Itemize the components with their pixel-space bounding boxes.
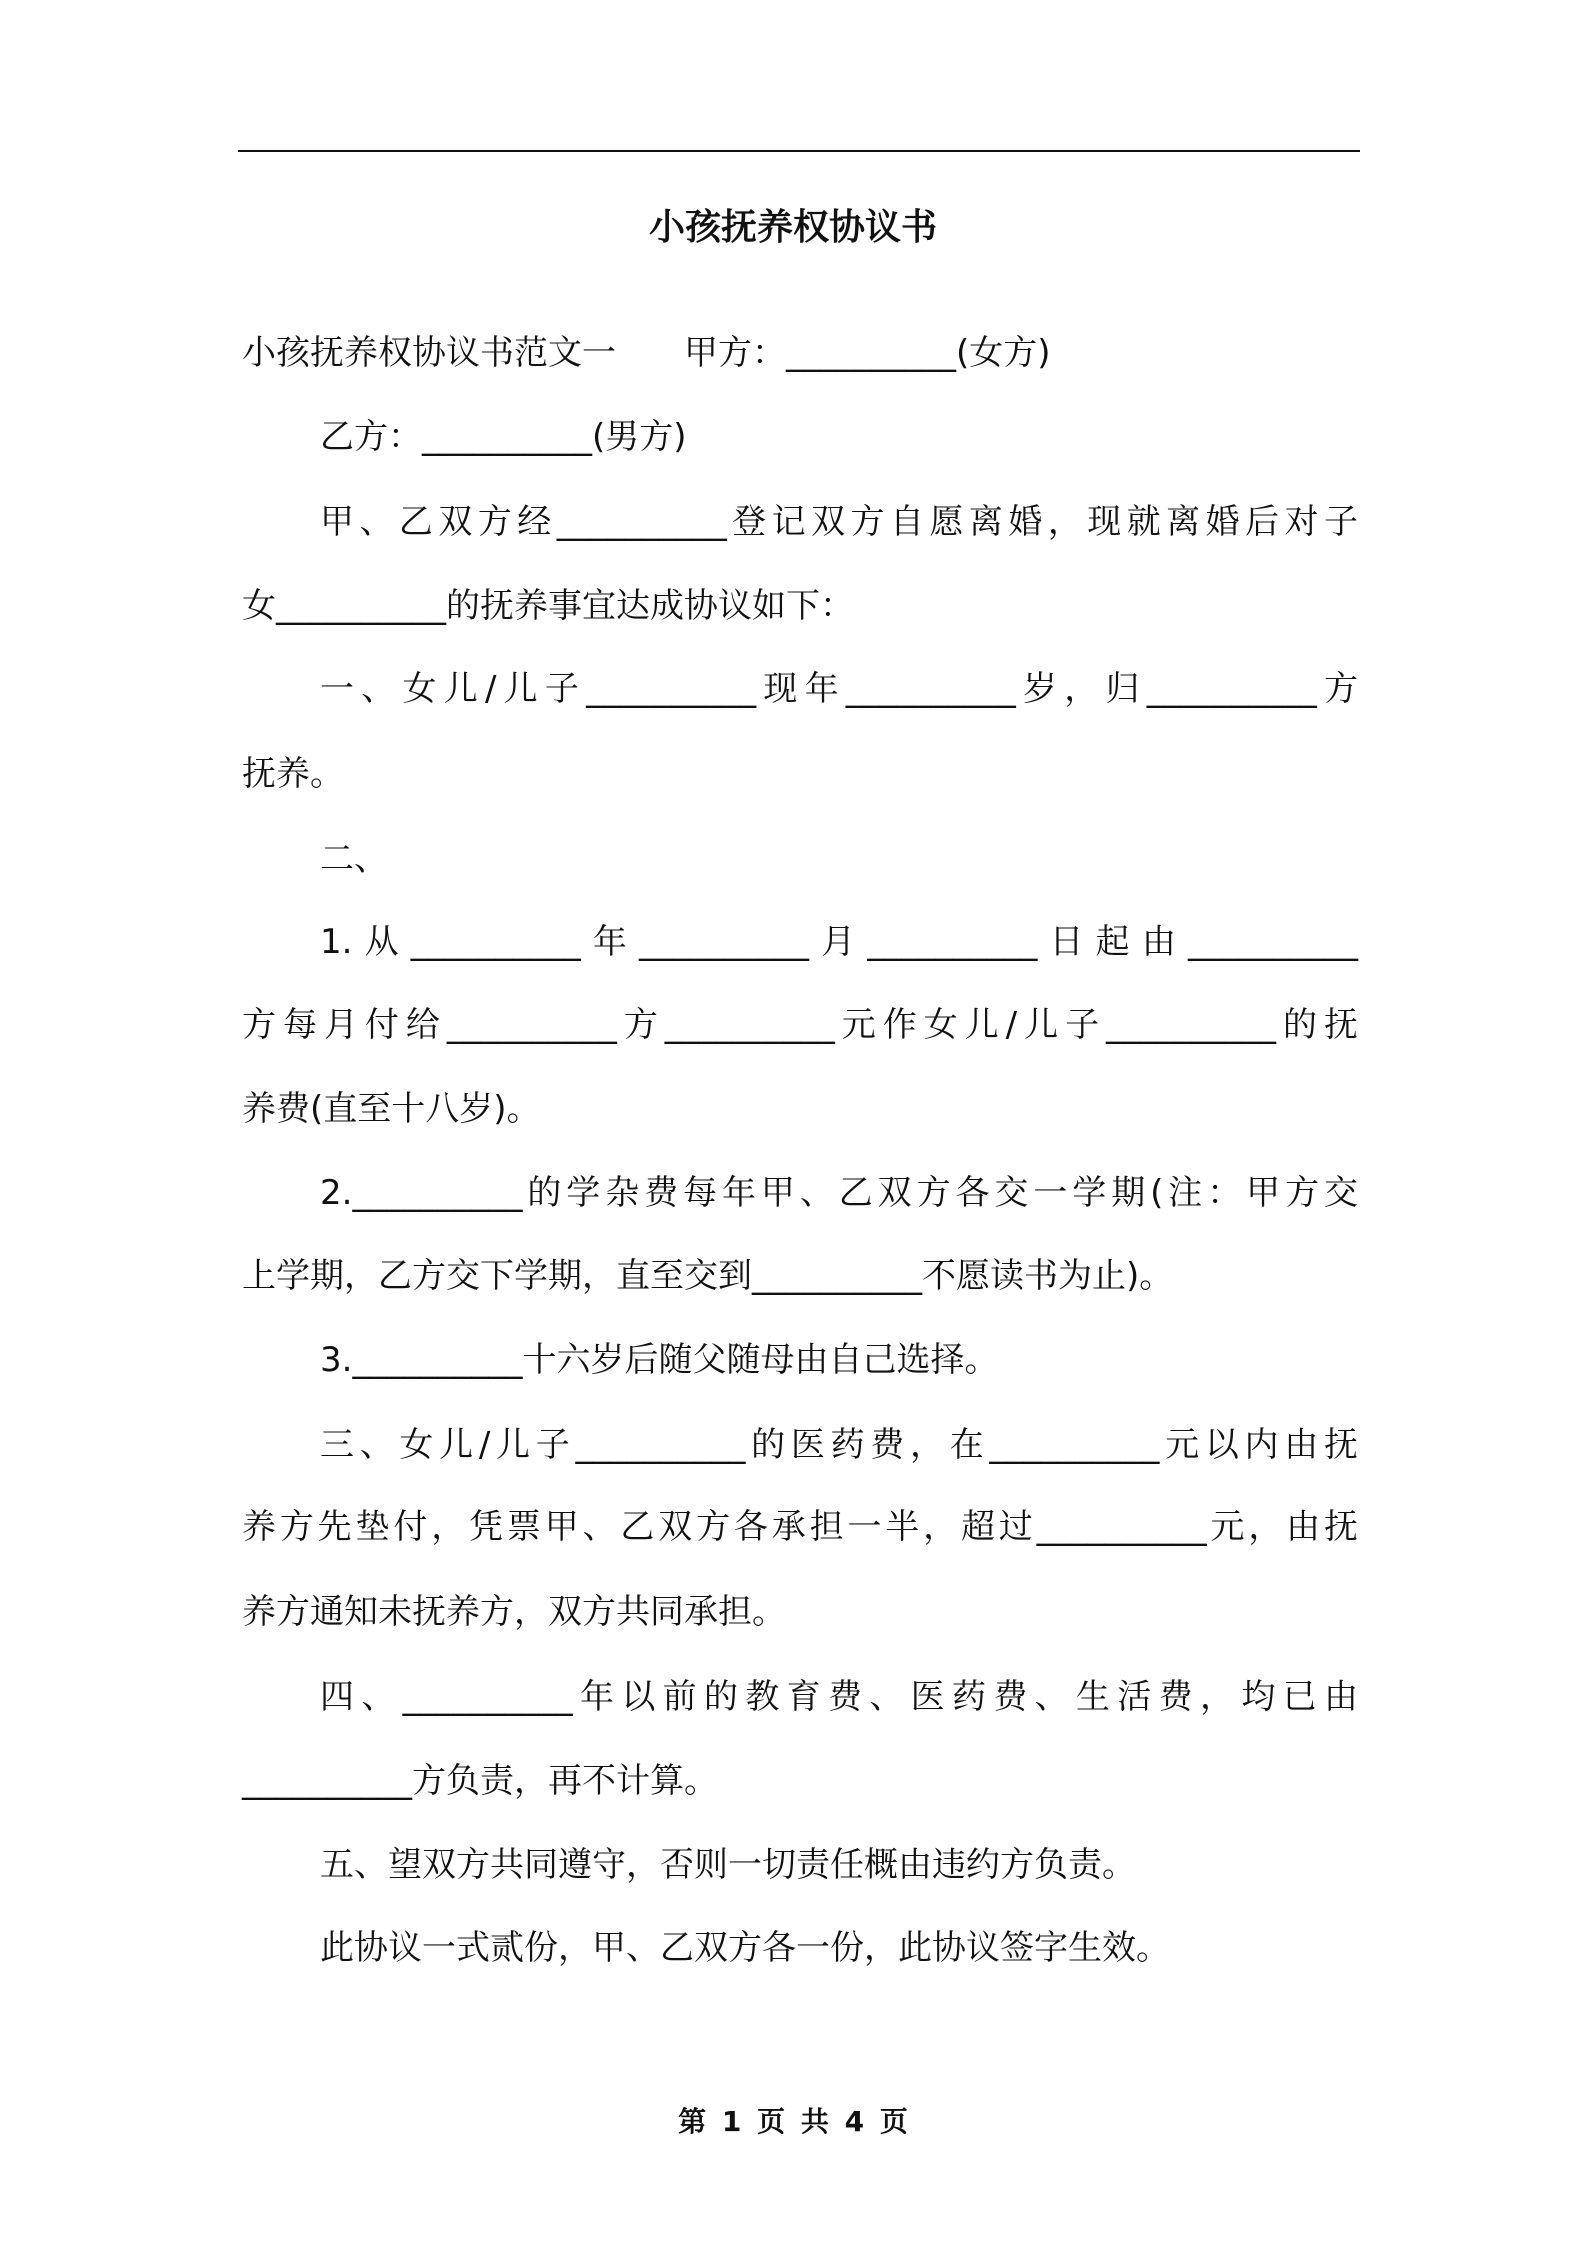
body-line: 此协议一式贰份，甲、乙双方各一份，此协议签字生效。 — [320, 1928, 1170, 1968]
body-line: 养费(直至十八岁)。 — [242, 1089, 541, 1129]
document-title: 小孩抚养权协议书 — [648, 207, 937, 248]
body-line: 三、女儿/儿子__________的医药费，在__________元以内由抚 — [320, 1425, 1358, 1465]
body-line: 养方先垫付，凭票甲、乙双方各承担一半，超过__________元，由抚 — [242, 1507, 1358, 1547]
page-number: 第 1 页 共 4 页 — [678, 2105, 908, 2138]
header-rule — [238, 150, 1360, 152]
body-line: 小孩抚养权协议书范文一 甲方：__________(女方) — [242, 333, 1051, 373]
body-line: 3.__________十六岁后随父随母由自己选择。 — [320, 1340, 999, 1380]
body-line: 上学期，乙方交下学期，直至交到__________不愿读书为止)。 — [242, 1256, 1174, 1296]
body-line: 1.从__________年__________月__________日起由__________ — [320, 922, 1358, 962]
body-line: 二、 — [320, 839, 388, 879]
body-line: 养方通知未抚养方，双方共同承担。 — [242, 1592, 786, 1632]
body-line: 方每月付给__________方__________元作女儿/儿子__________的抚 — [242, 1005, 1358, 1045]
body-line: 乙方：__________(男方) — [320, 417, 687, 457]
body-line: 五、望双方共同遵守，否则一切责任概由违约方负责。 — [320, 1845, 1136, 1885]
body-line: 甲、乙双方经__________登记双方自愿离婚，现就离婚后对子 — [320, 502, 1358, 542]
body-line: 2.__________的学杂费每年甲、乙双方各交一学期(注：甲方交 — [320, 1173, 1358, 1213]
body-line: __________方负责，再不计算。 — [242, 1761, 718, 1801]
body-line: 四、__________年以前的教育费、医药费、生活费，均已由 — [320, 1677, 1358, 1717]
body-line: 女__________的抚养事宜达成协议如下： — [242, 586, 854, 626]
body-line: 抚养。 — [242, 754, 344, 794]
body-line: 一、女儿/儿子__________现年__________岁，归__________方 — [320, 669, 1358, 709]
